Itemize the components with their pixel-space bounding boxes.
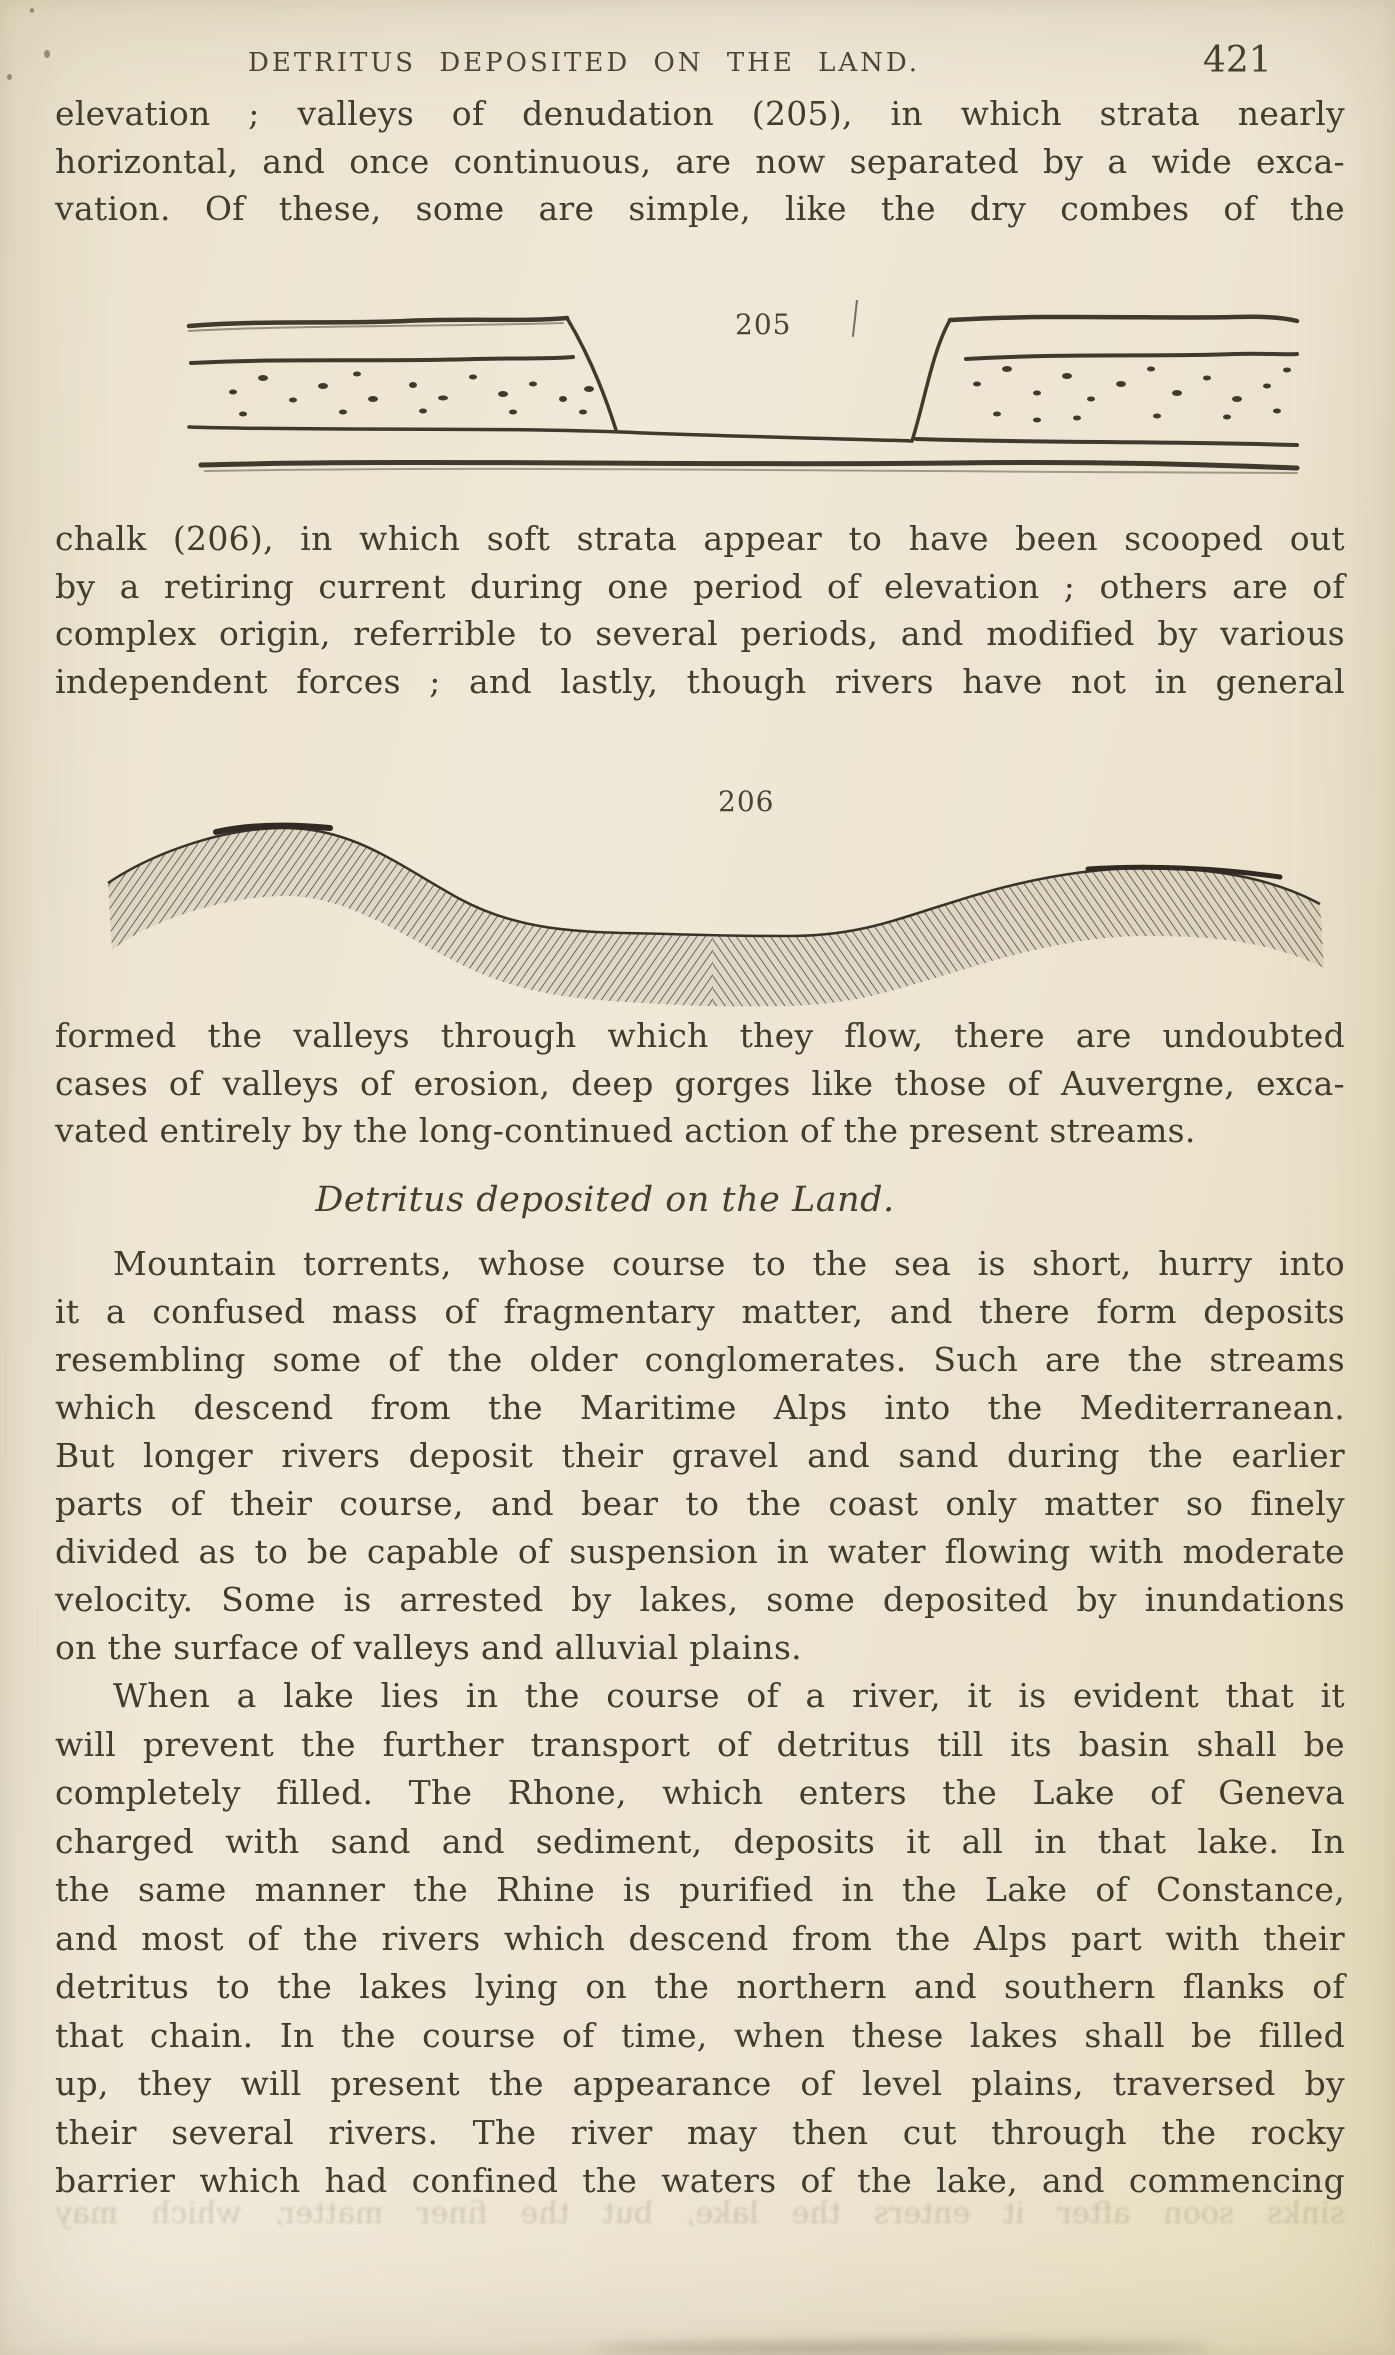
figure-205-label: 205 (735, 308, 792, 341)
text-line: cases of valleys of erosion, deep gorges like those of Auvergne, exca- (55, 1063, 1345, 1103)
text-line: parts of their course, and bear to the coast only matter so finely (55, 1484, 1345, 1523)
paper-speck (30, 8, 34, 13)
text-line: complex origin, referrible to several periods, and modified by various (55, 614, 1345, 653)
text-line: by a retiring current during one period of elevation ; others are of (55, 566, 1345, 606)
text-line: and most of the rivers which descend from the Alps part with their (55, 1918, 1345, 1958)
paragraph-5 (55, 1672, 1345, 2206)
scan-edge-smudge (590, 2342, 1210, 2354)
text-line: formed the valleys through which they flow, there are undoubted (55, 1016, 1345, 1055)
text-line: up, they will present the appearance of level plains, traversed by (55, 2064, 1345, 2103)
figure-206 (88, 768, 1343, 1018)
running-head-title: DETRITUS DEPOSITED ON THE LAND. (248, 48, 921, 78)
paragraph-4 (55, 1240, 1345, 1672)
paper-speck (44, 50, 50, 58)
strata-section-drawing-icon (175, 300, 1310, 480)
text-line: horizontal, and once continuous, are now separated by a wide exca- (55, 141, 1345, 181)
chalk-valley-hatching-icon (88, 768, 1343, 1018)
text-line: on the surface of valleys and alluvial plains. (55, 1628, 802, 1667)
text-line: elevation ; valleys of denudation (205), in which strata nearly (55, 94, 1345, 133)
text-line: charged with sand and sediment, deposits it all in that lake. In (55, 1821, 1345, 1861)
figure-205 (175, 300, 1310, 480)
text-line: vation. Of these, some are simple, like the dry combes of the (55, 189, 1345, 228)
text-line: will prevent the further transport of detritus till its basin shall be (55, 1724, 1345, 1764)
paragraph-1 (55, 90, 1345, 233)
paragraph-2 (55, 515, 1345, 705)
text-line: Mountain torrents, whose course to the sea is short, hurry into (113, 1244, 1345, 1283)
text-line: vated entirely by the long-continued action of the present streams. (55, 1111, 1196, 1150)
text-line: divided as to be capable of suspension in water flowing with moderate (55, 1532, 1345, 1571)
paragraph-3 (55, 1012, 1345, 1155)
text-line: it a confused mass of fragmentary matter, and there form deposits (55, 1292, 1345, 1331)
text-line: barrier which had confined the waters of the lake, and commencing (55, 2161, 1345, 2200)
text-line: their several rivers. The river may then cut through the rocky (55, 2112, 1345, 2152)
text-line: that chain. In the course of time, when these lakes shall be filled (55, 2015, 1345, 2055)
paper-speck (7, 74, 12, 80)
text-line: But longer rivers deposit their gravel and sand during the earlier (55, 1436, 1345, 1475)
text-line: resembling some of the older conglomerates. Such are the streams (55, 1340, 1345, 1379)
figure-206-label: 206 (718, 785, 775, 818)
page-number: 421 (1203, 40, 1272, 81)
section-heading: Detritus deposited on the Land. (315, 1180, 895, 1220)
text-line: velocity. Some is arrested by lakes, some deposited by inundations (55, 1580, 1345, 1619)
text-line: which descend from the Maritime Alps into the Mediterranean. (55, 1388, 1345, 1427)
text-line: independent forces ; and lastly, though rivers have not in general (55, 661, 1345, 701)
text-line: completely filled. The Rhone, which enters the Lake of Geneva (55, 1773, 1345, 1812)
text-line: detritus to the lakes lying on the northern and southern flanks of (55, 1967, 1345, 2006)
ghost-bleedthrough-text: sinks soon after it enters the lake, but the finer matter, which may (55, 2196, 1345, 2231)
text-line: the same manner the Rhine is purified in the Lake of Constance, (55, 1870, 1345, 1909)
text-line: chalk (206), in which soft strata appear to have been scooped out (55, 519, 1345, 558)
text-line: When a lake lies in the course of a river, it is evident that it (113, 1676, 1345, 1715)
